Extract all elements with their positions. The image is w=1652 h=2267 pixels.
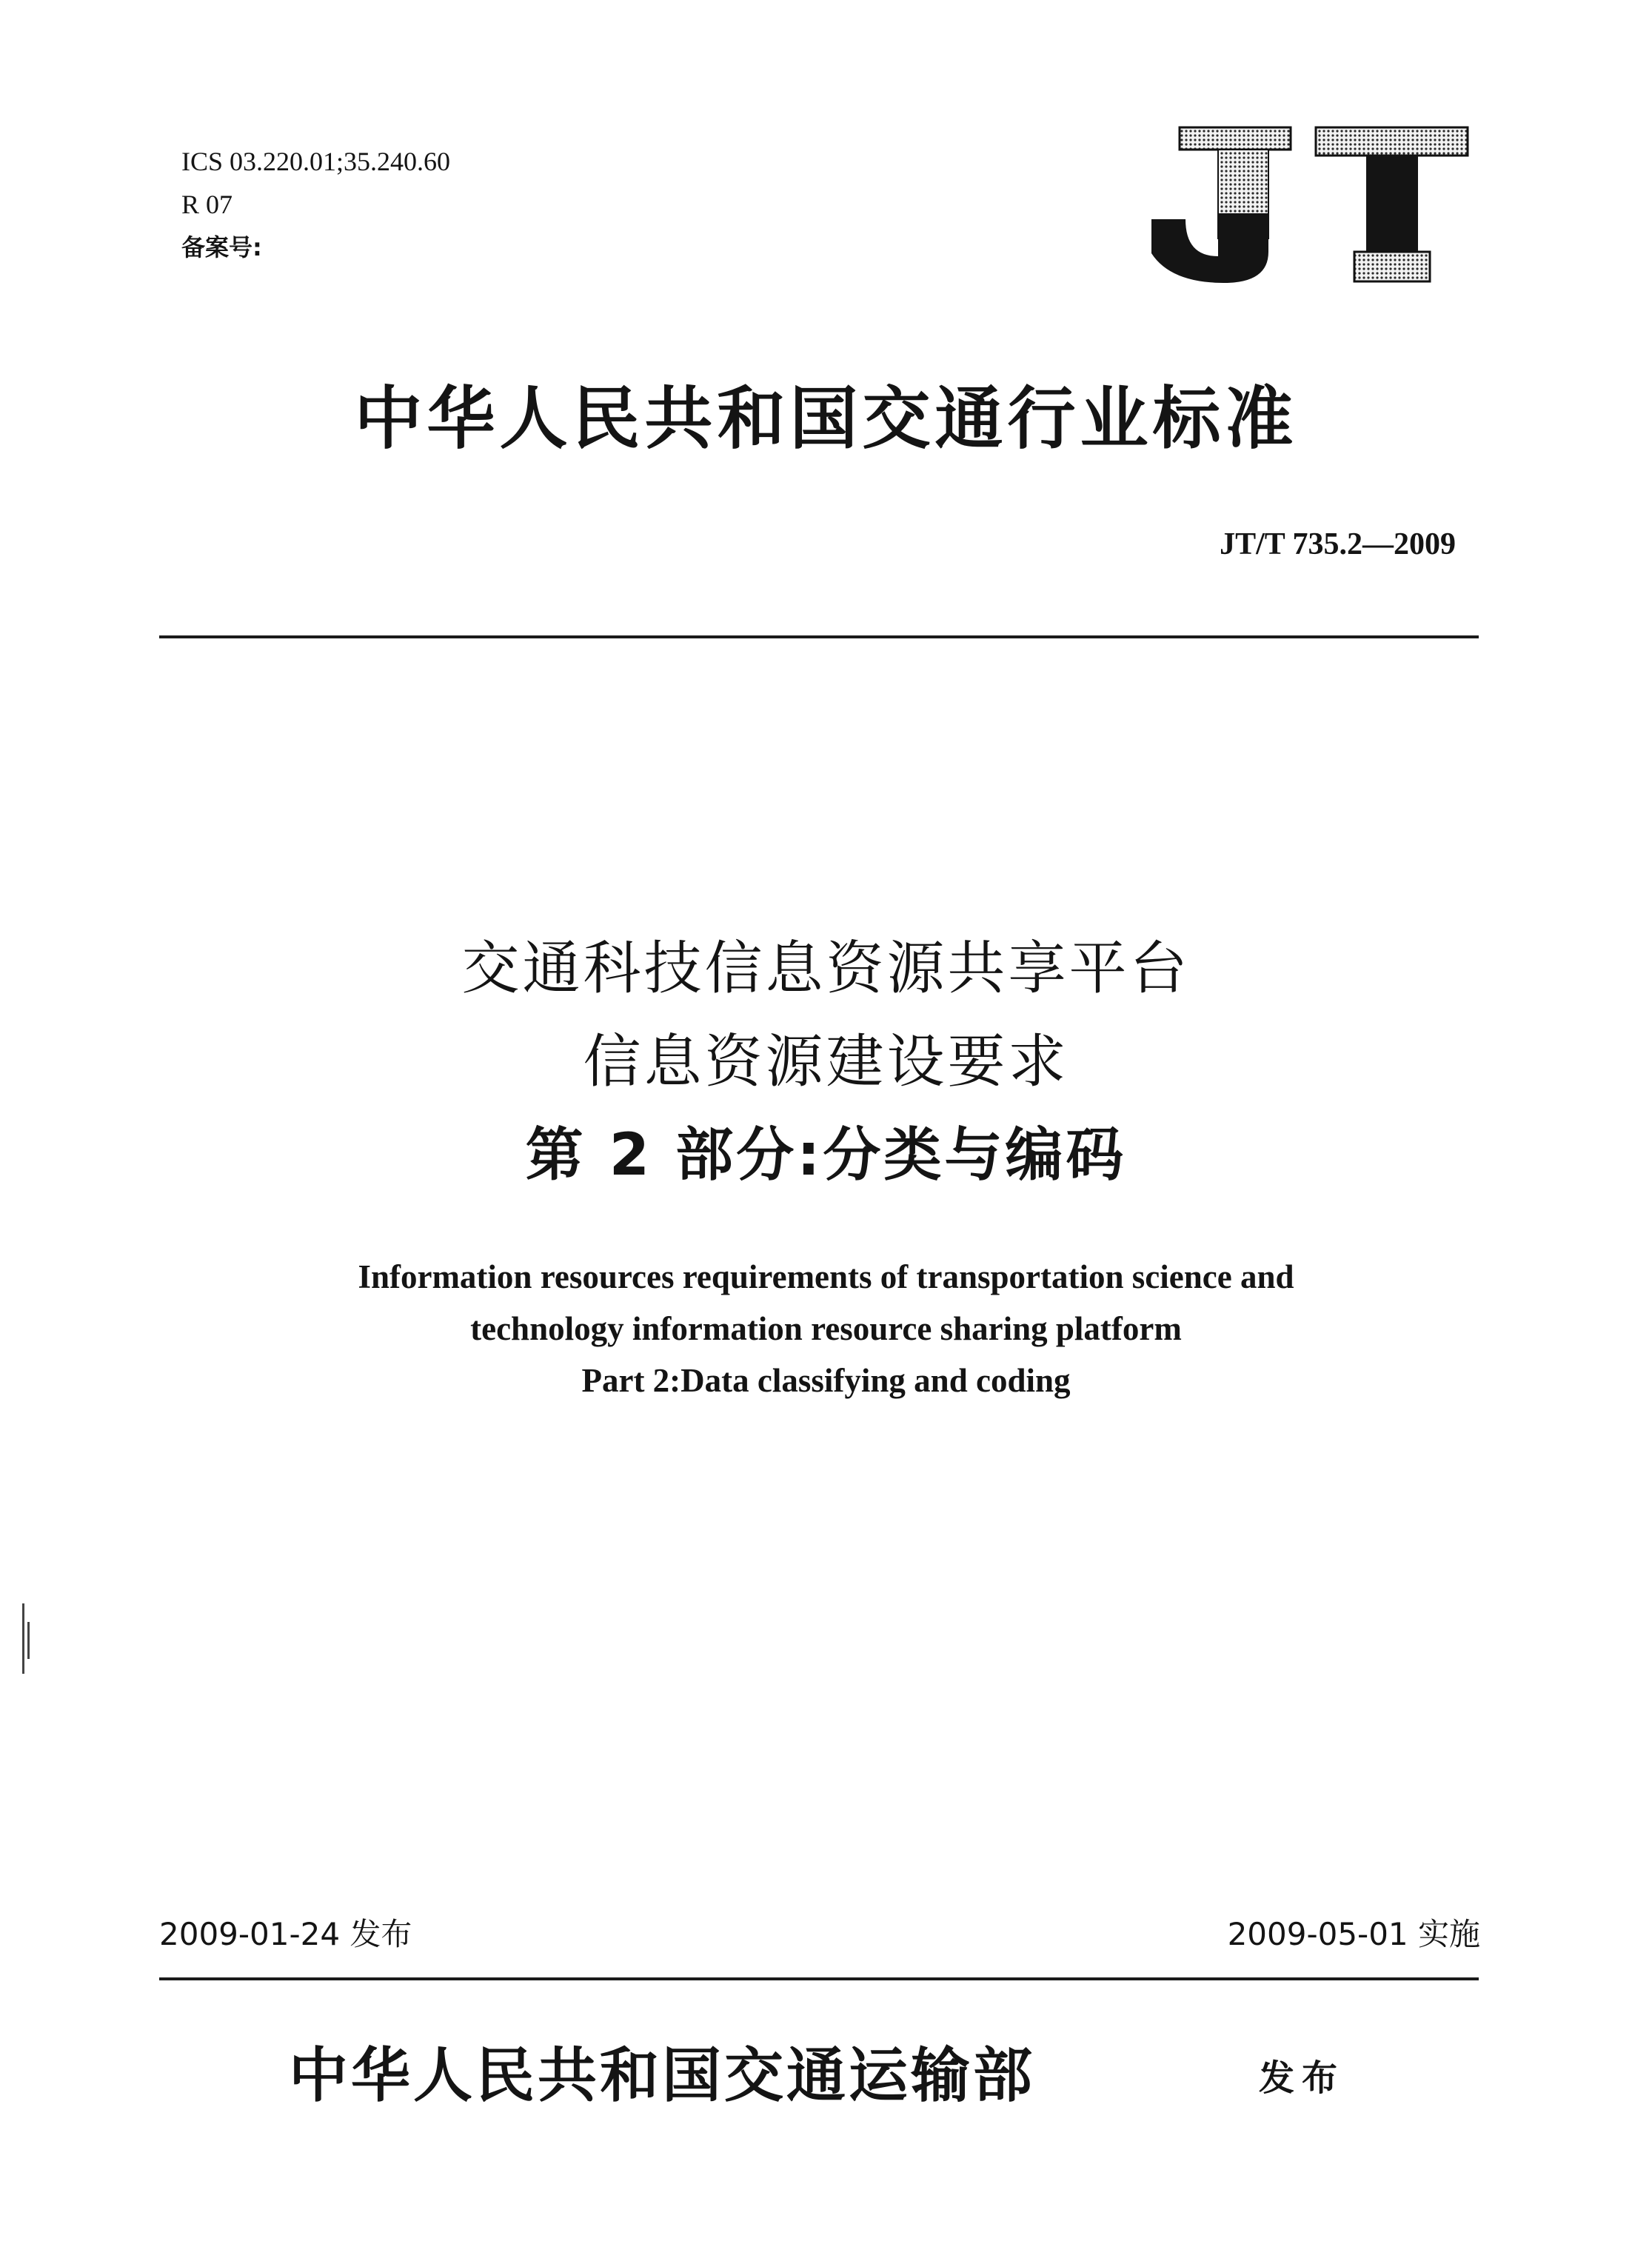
ics-code: ICS 03.220.01;35.240.60	[181, 147, 451, 176]
logo-text: JT	[1144, 113, 1157, 127]
bottom-divider	[159, 1977, 1479, 1980]
title-cn-line1: 交通科技信息资源共享平台	[461, 935, 1191, 1002]
title-cn-line3: 第 2 部分:分类与编码	[525, 1122, 1127, 1189]
standard-title: 中华人民共和国交通行业标准	[354, 378, 1298, 458]
publisher-suffix: 发布	[1259, 2057, 1345, 2099]
publisher-name: 中华人民共和国交通运输部	[289, 2040, 1035, 2110]
registration-label: 备案号:	[181, 233, 262, 261]
scan-mark	[27, 1622, 30, 1659]
jt-logo	[1144, 113, 1470, 287]
title-en-line1: Information resources requirements of transportation science and	[358, 1258, 1294, 1295]
standard-code: JT/T 735.2—2009	[1220, 527, 1456, 561]
title-en-line3: Part 2:Data classifying and coding	[581, 1362, 1071, 1399]
category-code: R 07	[181, 190, 233, 219]
effective-date: 2009-05-01 实施	[1227, 1916, 1480, 1952]
scan-mark	[22, 1603, 24, 1674]
top-divider	[159, 635, 1479, 638]
title-cn-line2: 信息资源建设要求	[583, 1029, 1069, 1095]
issue-date: 2009-01-24 发布	[159, 1916, 412, 1952]
title-en-line2: technology information resource sharing platform	[470, 1310, 1182, 1347]
